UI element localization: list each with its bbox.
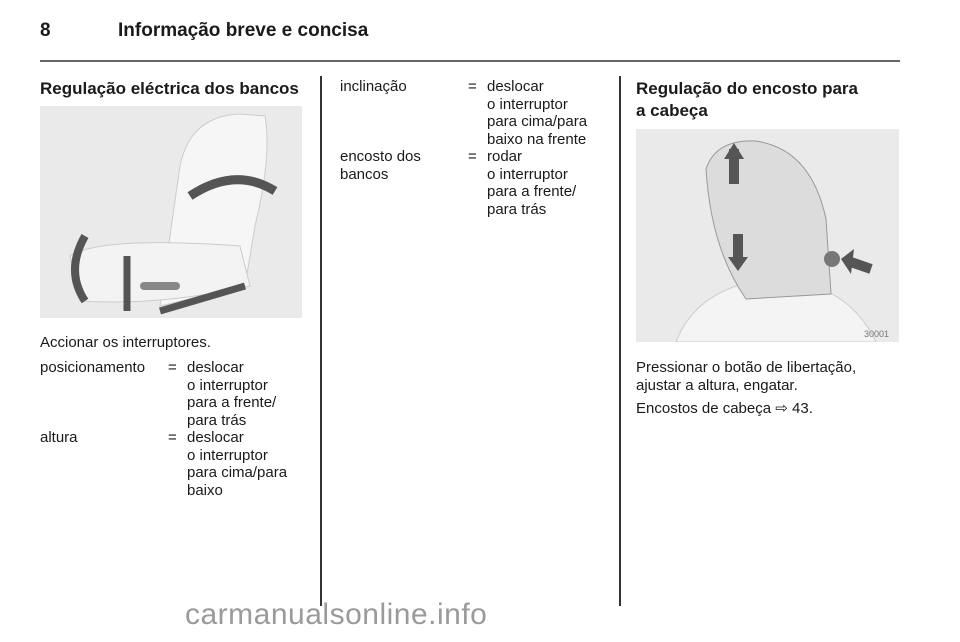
row-eq: = [468, 78, 477, 95]
reference-page-link[interactable]: 43. [792, 400, 813, 417]
row-eq: = [168, 359, 177, 376]
headrest-illustration [636, 129, 899, 342]
headrest-instructions: Pressionar o botão de libertação, ajustar a altura, engatar. [636, 359, 857, 394]
reference-arrow-icon: ⇨ [775, 400, 788, 417]
column-divider [619, 76, 621, 606]
header-rule [40, 60, 900, 62]
row-key: inclinação [340, 78, 407, 95]
heading-line: a cabeça [636, 101, 708, 120]
seat-adjustment-illustration [40, 106, 302, 318]
intro-text: Accionar os interruptores. [40, 334, 211, 351]
row-eq: = [168, 429, 177, 446]
row-key: encosto dos bancos [340, 148, 421, 183]
reference-text: Encostos de cabeça [636, 400, 772, 417]
row-value: deslocar o interruptor para cima/para baixo [187, 429, 288, 499]
row-eq: = [468, 148, 477, 165]
section-heading-headrest [636, 78, 858, 122]
row-value: deslocar o interruptor para cima/para baixo na frente [487, 78, 588, 148]
row-value: deslocar o interruptor para a frente/ para trás [187, 359, 277, 429]
page-title: Informação breve e concisa [118, 20, 369, 41]
page-number: 8 [40, 20, 51, 41]
headrest-reference [636, 400, 813, 418]
image-code: 30001 [864, 329, 890, 339]
row-key: posicionamento [40, 359, 146, 376]
heading-line: Regulação do encosto para [636, 79, 858, 98]
row-value: rodar o interruptor para a frente/ para trás [487, 148, 577, 218]
watermark: carmanualsonline.info [185, 598, 488, 631]
row-key: altura [40, 429, 78, 446]
section-heading-seats: Regulação eléctrica dos bancos [40, 79, 299, 98]
column-divider [320, 76, 322, 606]
